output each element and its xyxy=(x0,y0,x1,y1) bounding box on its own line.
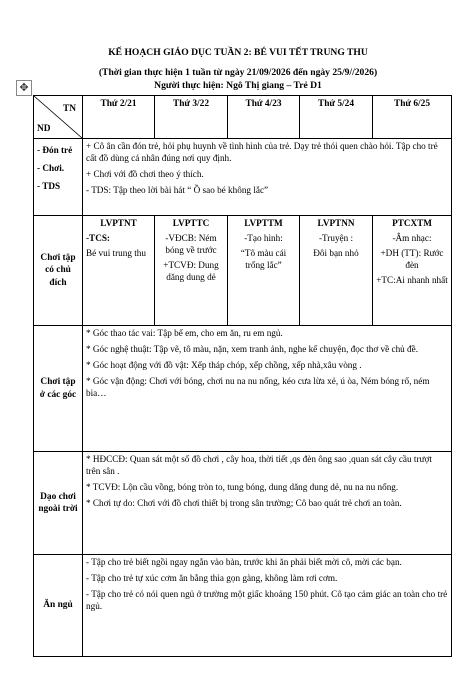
day-header: Thứ 2/21 xyxy=(83,96,155,139)
content-line: + Chơi với đồ chơi theo ý thích. xyxy=(86,168,204,179)
table-move-handle-icon[interactable]: ✥ xyxy=(16,80,32,96)
lesson-line: -TCS: xyxy=(86,232,110,243)
lesson-line: +DH (TT): Rước đèn xyxy=(380,247,444,270)
subject-head: PTCXTM xyxy=(392,218,432,228)
content-line: - Tập cho trẻ tự xúc cơm ăn bằng thìa gọn gàng, không làm rơi cơm. xyxy=(86,572,338,583)
lesson-line: -Truyện : xyxy=(318,232,354,243)
corner-bottom-label: ND xyxy=(37,123,51,134)
lesson-line: -Tạo hình: xyxy=(244,232,283,243)
lesson-line: +TC:Ai nhanh nhất xyxy=(376,274,448,285)
outdoor-row xyxy=(34,452,452,555)
lesson-cell xyxy=(373,216,452,326)
weekly-plan-table xyxy=(33,95,452,657)
row-label: Ăn ngủ xyxy=(34,555,83,657)
corner-top-label: TN xyxy=(62,104,76,114)
lesson-line: -Âm nhạc: xyxy=(392,232,432,243)
day-header: Thứ 4/23 xyxy=(228,96,300,139)
meal-sleep-row xyxy=(34,555,452,657)
content-line: - TDS: Tập theo lời bài hát “ Ồ sao bé không lắc” xyxy=(86,184,269,195)
lesson-cell xyxy=(228,216,300,326)
row-label: Chơi tập có chủ đích xyxy=(34,216,83,326)
day-header: Thứ 3/22 xyxy=(155,96,228,139)
time-range: (Thời gian thực hiện 1 tuần từ ngày 21/09/2026 đến ngày 25/9//2026) xyxy=(98,67,378,78)
row-label: - Đón trẻ xyxy=(37,145,73,155)
lesson-cell xyxy=(83,216,155,326)
day-header: Thứ 5/24 xyxy=(300,96,373,139)
morning-labels xyxy=(34,139,83,216)
outdoor-content xyxy=(83,452,452,555)
morning-row xyxy=(34,139,452,216)
subject-head: LVPTTC xyxy=(172,218,210,228)
content-line: + Cô ân cần đón trẻ, hỏi phụ huynh về tình hình của trẻ. Dạy trẻ thói quen chào hỏi. Tập cho trẻ cất đồ dùng cá nhân đúng nơi quy định. xyxy=(86,141,438,163)
subject-head: LVPTNT xyxy=(100,218,137,228)
corners-content xyxy=(83,326,452,452)
day-header: Thứ 6/25 xyxy=(373,96,452,139)
header-row xyxy=(34,96,452,139)
lesson-line: Đôi bạn nhỏ xyxy=(313,247,359,258)
plan-title: KẾ HOẠCH GIÁO DỤC TUẦN 2: BÉ VUI TẾT TRUNG THU xyxy=(108,47,368,58)
content-line: * TCVĐ: Lộn cầu vồng, bóng tròn to, tung bóng, dung dăng dung dẻ, nu na nu nống. xyxy=(86,481,399,492)
lesson-cell xyxy=(300,216,373,326)
row-label: Chơi tập ở các góc xyxy=(34,326,83,452)
row-label: - TDS xyxy=(37,180,61,191)
subject-head: LVPTTM xyxy=(244,218,283,228)
content-line: * Góc hoạt động với đồ vật: Xếp tháp chóp, xếp chồng, xếp nhà,xâu vòng . xyxy=(86,359,362,370)
teacher-line: Người thực hiện: Ngô Thị giang – Trẻ D1 xyxy=(154,80,322,91)
content-line: * Góc vận động: Chơi với bóng, chơi nu na nu nống, kéo cưa lừa xẻ, ú òa, Ném bóng rổ, ném bia… xyxy=(86,375,430,398)
lesson-line: Bé vui trung thu xyxy=(86,247,146,258)
meal-sleep-content xyxy=(83,555,452,657)
content-line: * Góc thao tác vai: Tập bế em, cho em ăn, ru em ngủ. xyxy=(86,328,283,338)
lesson-line: +TCVĐ: Dung dăng dung dẻ xyxy=(163,259,219,282)
morning-content xyxy=(83,139,452,216)
corner-cell xyxy=(34,96,83,139)
subject-head: LVPTNN xyxy=(317,218,355,228)
row-label: Dạo chơi ngoài trời xyxy=(34,452,83,555)
lesson-line: “Tô màu cái trống lắc” xyxy=(240,247,287,270)
lesson-cell xyxy=(155,216,228,326)
content-line: * Góc nghệ thuật: Tập vẽ, tô màu, nặn, xem tranh ảnh, nghe kể chuyện, đọc thơ về chủ đề. xyxy=(86,343,419,354)
content-line: * Chơi tự do: Chơi với đồ chơi thiết bị trong sân trường; Cô bao quát trẻ chơi an toàn. xyxy=(86,497,402,508)
corners-row xyxy=(34,326,452,452)
content-line: - Tập cho trẻ biết ngồi ngay ngắn vào bàn, trước khi ăn phải biết mời cô, mời các bạn. xyxy=(86,557,402,567)
row-label: - Chơi. xyxy=(37,162,65,173)
lesson-row xyxy=(34,216,452,326)
content-line: - Tập cho trẻ có nói quen ngủ ở trường một giấc khoảng 150 phút. Cô tạo cảm giác an toàn cho trẻ ngủ. xyxy=(86,588,448,611)
content-line: * HĐCCĐ: Quan sát một số đồ chơi , cây hoa, thời tiết ,qs đèn ông sao ,quan sát cây cầu trượt trên sân . xyxy=(86,454,432,476)
lesson-line: -VĐCB: Ném bóng về trước xyxy=(165,232,217,255)
